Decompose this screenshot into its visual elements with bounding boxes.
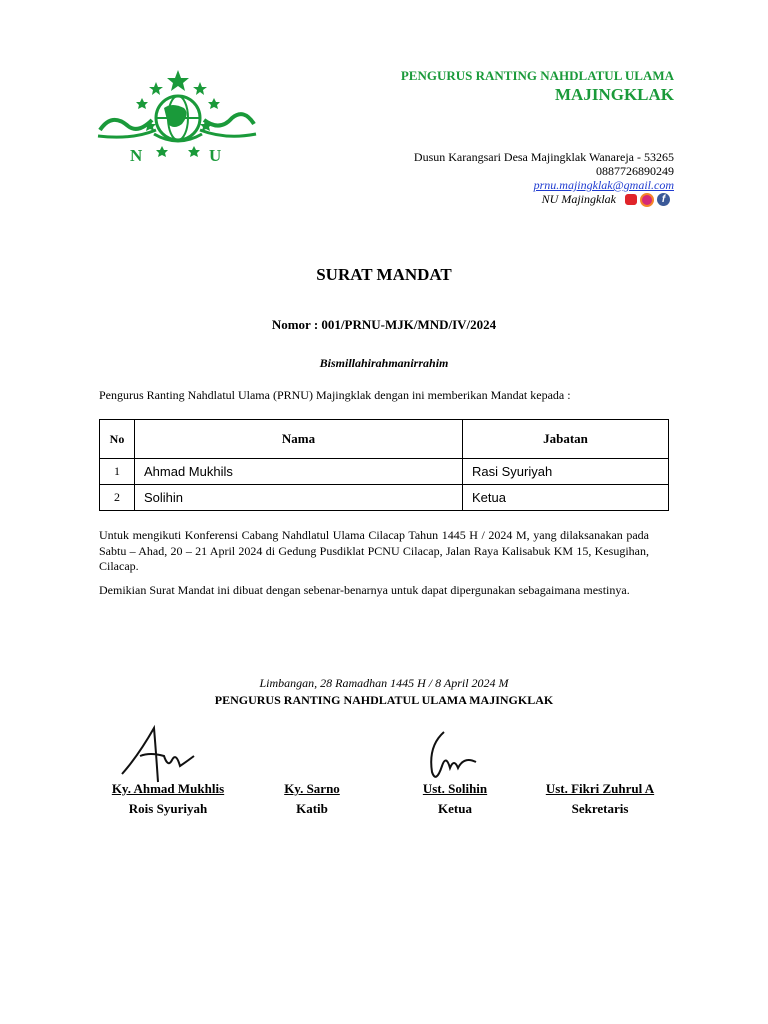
signatory-org: PENGURUS RANTING NAHDLATUL ULAMA MAJINGKLAK <box>214 693 554 707</box>
nu-logo <box>92 68 260 168</box>
header-jabatan: Jabatan <box>463 420 669 459</box>
row-nama: Ahmad Mukhils <box>135 459 463 485</box>
facebook-icon[interactable]: f <box>657 193 670 206</box>
header-nama: Nama <box>135 420 463 459</box>
signatory-name: Ky. Sarno <box>284 781 340 796</box>
row-nama: Solihin <box>135 485 463 511</box>
table-row <box>100 459 669 485</box>
signatory-position: Ketua <box>438 801 472 816</box>
svg-text:N: N <box>130 146 143 165</box>
document-title: SURAT MANDAT <box>316 265 452 284</box>
phone-number: 0887726890249 <box>596 164 674 178</box>
intro-text: Pengurus Ranting Nahdlatul Ulama (PRNU) Majingklak dengan ini memberikan Mandat kepada : <box>99 388 571 402</box>
signature-block <box>526 781 674 817</box>
bismillah: Bismillahirahmanirrahim <box>319 356 449 370</box>
row-no: 1 <box>100 459 135 485</box>
star-icon <box>136 98 148 109</box>
star-icon <box>188 146 200 157</box>
address: Dusun Karangsari Desa Majingklak Wanareja - 53265 <box>413 150 674 164</box>
youtube-icon[interactable] <box>625 194 637 205</box>
document-number: Nomor : 001/PRNU-MJK/MND/IV/2024 <box>271 317 497 332</box>
signature-solihin <box>424 726 484 784</box>
header-no: No <box>100 420 135 459</box>
body-paragraph: Untuk mengikuti Konferensi Cabang Nahdlatul Ulama Cilacap Tahun 1445 H / 2024 M, yang dilaksanakan pada Sabtu – Ahad, 20 – 21 April 2024 di Gedung Pusdiklat PCNU Cilacap, Jalan Raya Kalisabuk KM 15, Kesugihan, Cilacap. <box>99 528 649 573</box>
signature-ahmad-mukhlis <box>118 722 208 784</box>
table-row <box>100 485 669 511</box>
signatory-name: Ust. Solihin <box>422 781 488 796</box>
svg-text:U: U <box>209 146 222 165</box>
closing-text: Demikian Surat Mandat ini dibuat dengan sebenar-benarnya untuk dapat dipergunakan sebagaimana mestinya. <box>99 583 630 597</box>
org-name-line2: MAJINGKLAK <box>555 85 674 104</box>
star-icon <box>167 70 189 91</box>
mandate-table <box>99 419 669 511</box>
row-no: 2 <box>100 485 135 511</box>
star-icon <box>156 146 168 157</box>
org-name-line1: PENGURUS RANTING NAHDLATUL ULAMA <box>400 68 674 83</box>
signature-block <box>100 781 236 817</box>
star-icon <box>208 98 220 109</box>
signatory-position: Katib <box>296 801 328 816</box>
signatory-name: Ust. Fikri Zuhrul A <box>545 781 655 796</box>
row-jabatan: Rasi Syuriyah <box>463 459 669 485</box>
signature-block <box>400 781 510 817</box>
signatory-position: Rois Syuriyah <box>128 801 208 816</box>
star-icon <box>193 82 207 95</box>
social-label: NU Majingklak <box>541 192 616 206</box>
email-link[interactable]: prnu.majingklak@gmail.com <box>533 178 674 192</box>
row-jabatan: Ketua <box>463 485 669 511</box>
table-header-row <box>100 420 669 459</box>
star-icon <box>149 82 163 95</box>
social-media <box>542 192 670 207</box>
signatory-position: Sekretaris <box>571 801 629 816</box>
instagram-icon[interactable] <box>640 193 654 207</box>
place-date: Limbangan, 28 Ramadhan 1445 H / 8 April 2024 M <box>259 676 509 690</box>
signatory-name: Ky. Ahmad Mukhlis <box>111 781 225 796</box>
signature-block <box>262 781 362 817</box>
